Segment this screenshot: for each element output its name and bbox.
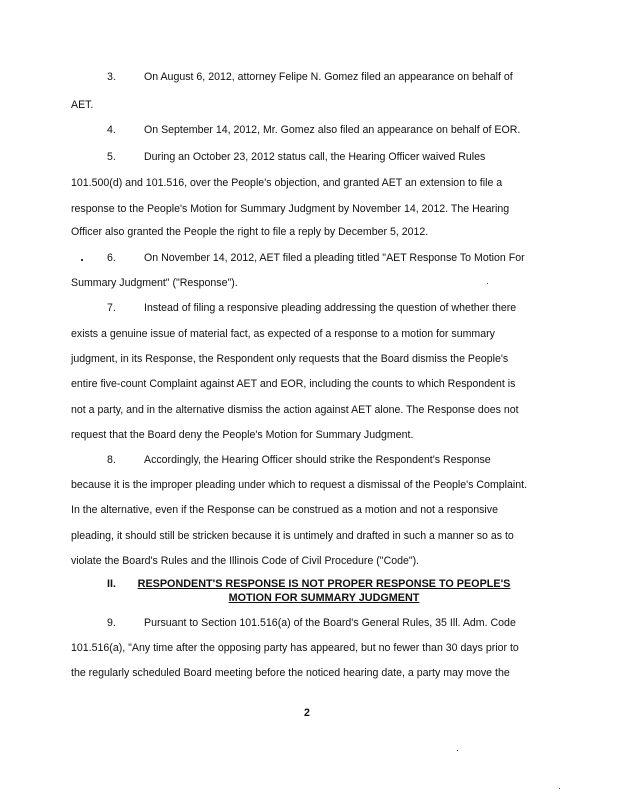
section-heading-line2: MOTION FOR SUMMARY JUDGMENT <box>228 592 420 604</box>
scan-speck <box>487 283 488 284</box>
paragraph-number: 9. <box>107 617 116 629</box>
paragraph-line: exists a genuine issue of material fact, as expected of a response to a motion for summary <box>71 328 495 340</box>
paragraph-line: entire five-count Complaint against AET and EOR, including the counts to which Respondent is <box>71 378 516 390</box>
paragraph-line: On August 6, 2012, attorney Felipe N. Gomez filed an appearance on behalf of <box>144 71 513 83</box>
paragraph-line: AET. <box>71 99 94 111</box>
paragraph-line: the regularly scheduled Board meeting before the noticed hearing date, a party may move the <box>71 667 510 679</box>
section-heading-line1: RESPONDENT'S RESPONSE IS NOT PROPER RESPONSE TO PEOPLE'S <box>137 578 511 590</box>
paragraph-number: 4. <box>107 124 116 136</box>
section-number: II. <box>107 578 116 590</box>
page-number: 2 <box>304 707 310 719</box>
paragraph-line: Pursuant to Section 101.516(a) of the Board's General Rules, 35 Ill. Adm. Code <box>144 617 516 629</box>
paragraph-number: 6. <box>107 252 116 264</box>
paragraph-line: Instead of filing a responsive pleading addressing the question of whether there <box>144 302 517 314</box>
paragraph-line: request that the Board deny the People's Motion for Summary Judgment. <box>71 429 414 441</box>
paragraph-number: 3. <box>107 71 116 83</box>
scan-speck <box>81 259 83 261</box>
paragraph-line: 101.500(d) and 101.516, over the People's objection, and granted AET an extension to file a <box>71 177 503 189</box>
paragraph-line: In the alternative, even if the Response can be construed as a motion and not a responsive <box>71 504 498 516</box>
paragraph-line: Accordingly, the Hearing Officer should strike the Respondent's Response <box>144 454 491 466</box>
paragraph-line: Summary Judgment" ("Response"). <box>71 277 238 289</box>
paragraph-line: judgment, in its Response, the Respondent only requests that the Board dismiss the People's <box>71 353 509 365</box>
paragraph-number: 8. <box>107 454 116 466</box>
paragraph-line: pleading, it should still be stricken because it is untimely and drafted in such a manner so as to <box>71 530 514 542</box>
paragraph-line: 101.516(a), "Any time after the opposing party has appeared, but no fewer than 30 days prior to <box>71 642 519 654</box>
paragraph-line: because it is the improper pleading under which to request a dismissal of the People's Complaint. <box>71 479 528 491</box>
paragraph-number: 5. <box>107 151 116 163</box>
paragraph-number: 7. <box>107 302 116 314</box>
paragraph-line: response to the People's Motion for Summary Judgment by November 14, 2012. The Hearing <box>71 203 510 215</box>
paragraph-line: During an October 23, 2012 status call, the Hearing Officer waived Rules <box>144 151 486 163</box>
paragraph-line: On September 14, 2012, Mr. Gomez also filed an appearance on behalf of EOR. <box>144 124 521 136</box>
paragraph-line: violate the Board's Rules and the Illinois Code of Civil Procedure ("Code"). <box>71 555 420 567</box>
paragraph-line: On November 14, 2012, AET filed a pleading titled "AET Response To Motion For <box>144 252 525 264</box>
paragraph-line: not a party, and in the alternative dismiss the action against AET alone. The Response does not <box>71 404 519 416</box>
scan-speck <box>457 750 458 751</box>
scan-speck <box>559 788 560 789</box>
paragraph-line: Officer also granted the People the right to file a reply by December 5, 2012. <box>71 226 429 238</box>
